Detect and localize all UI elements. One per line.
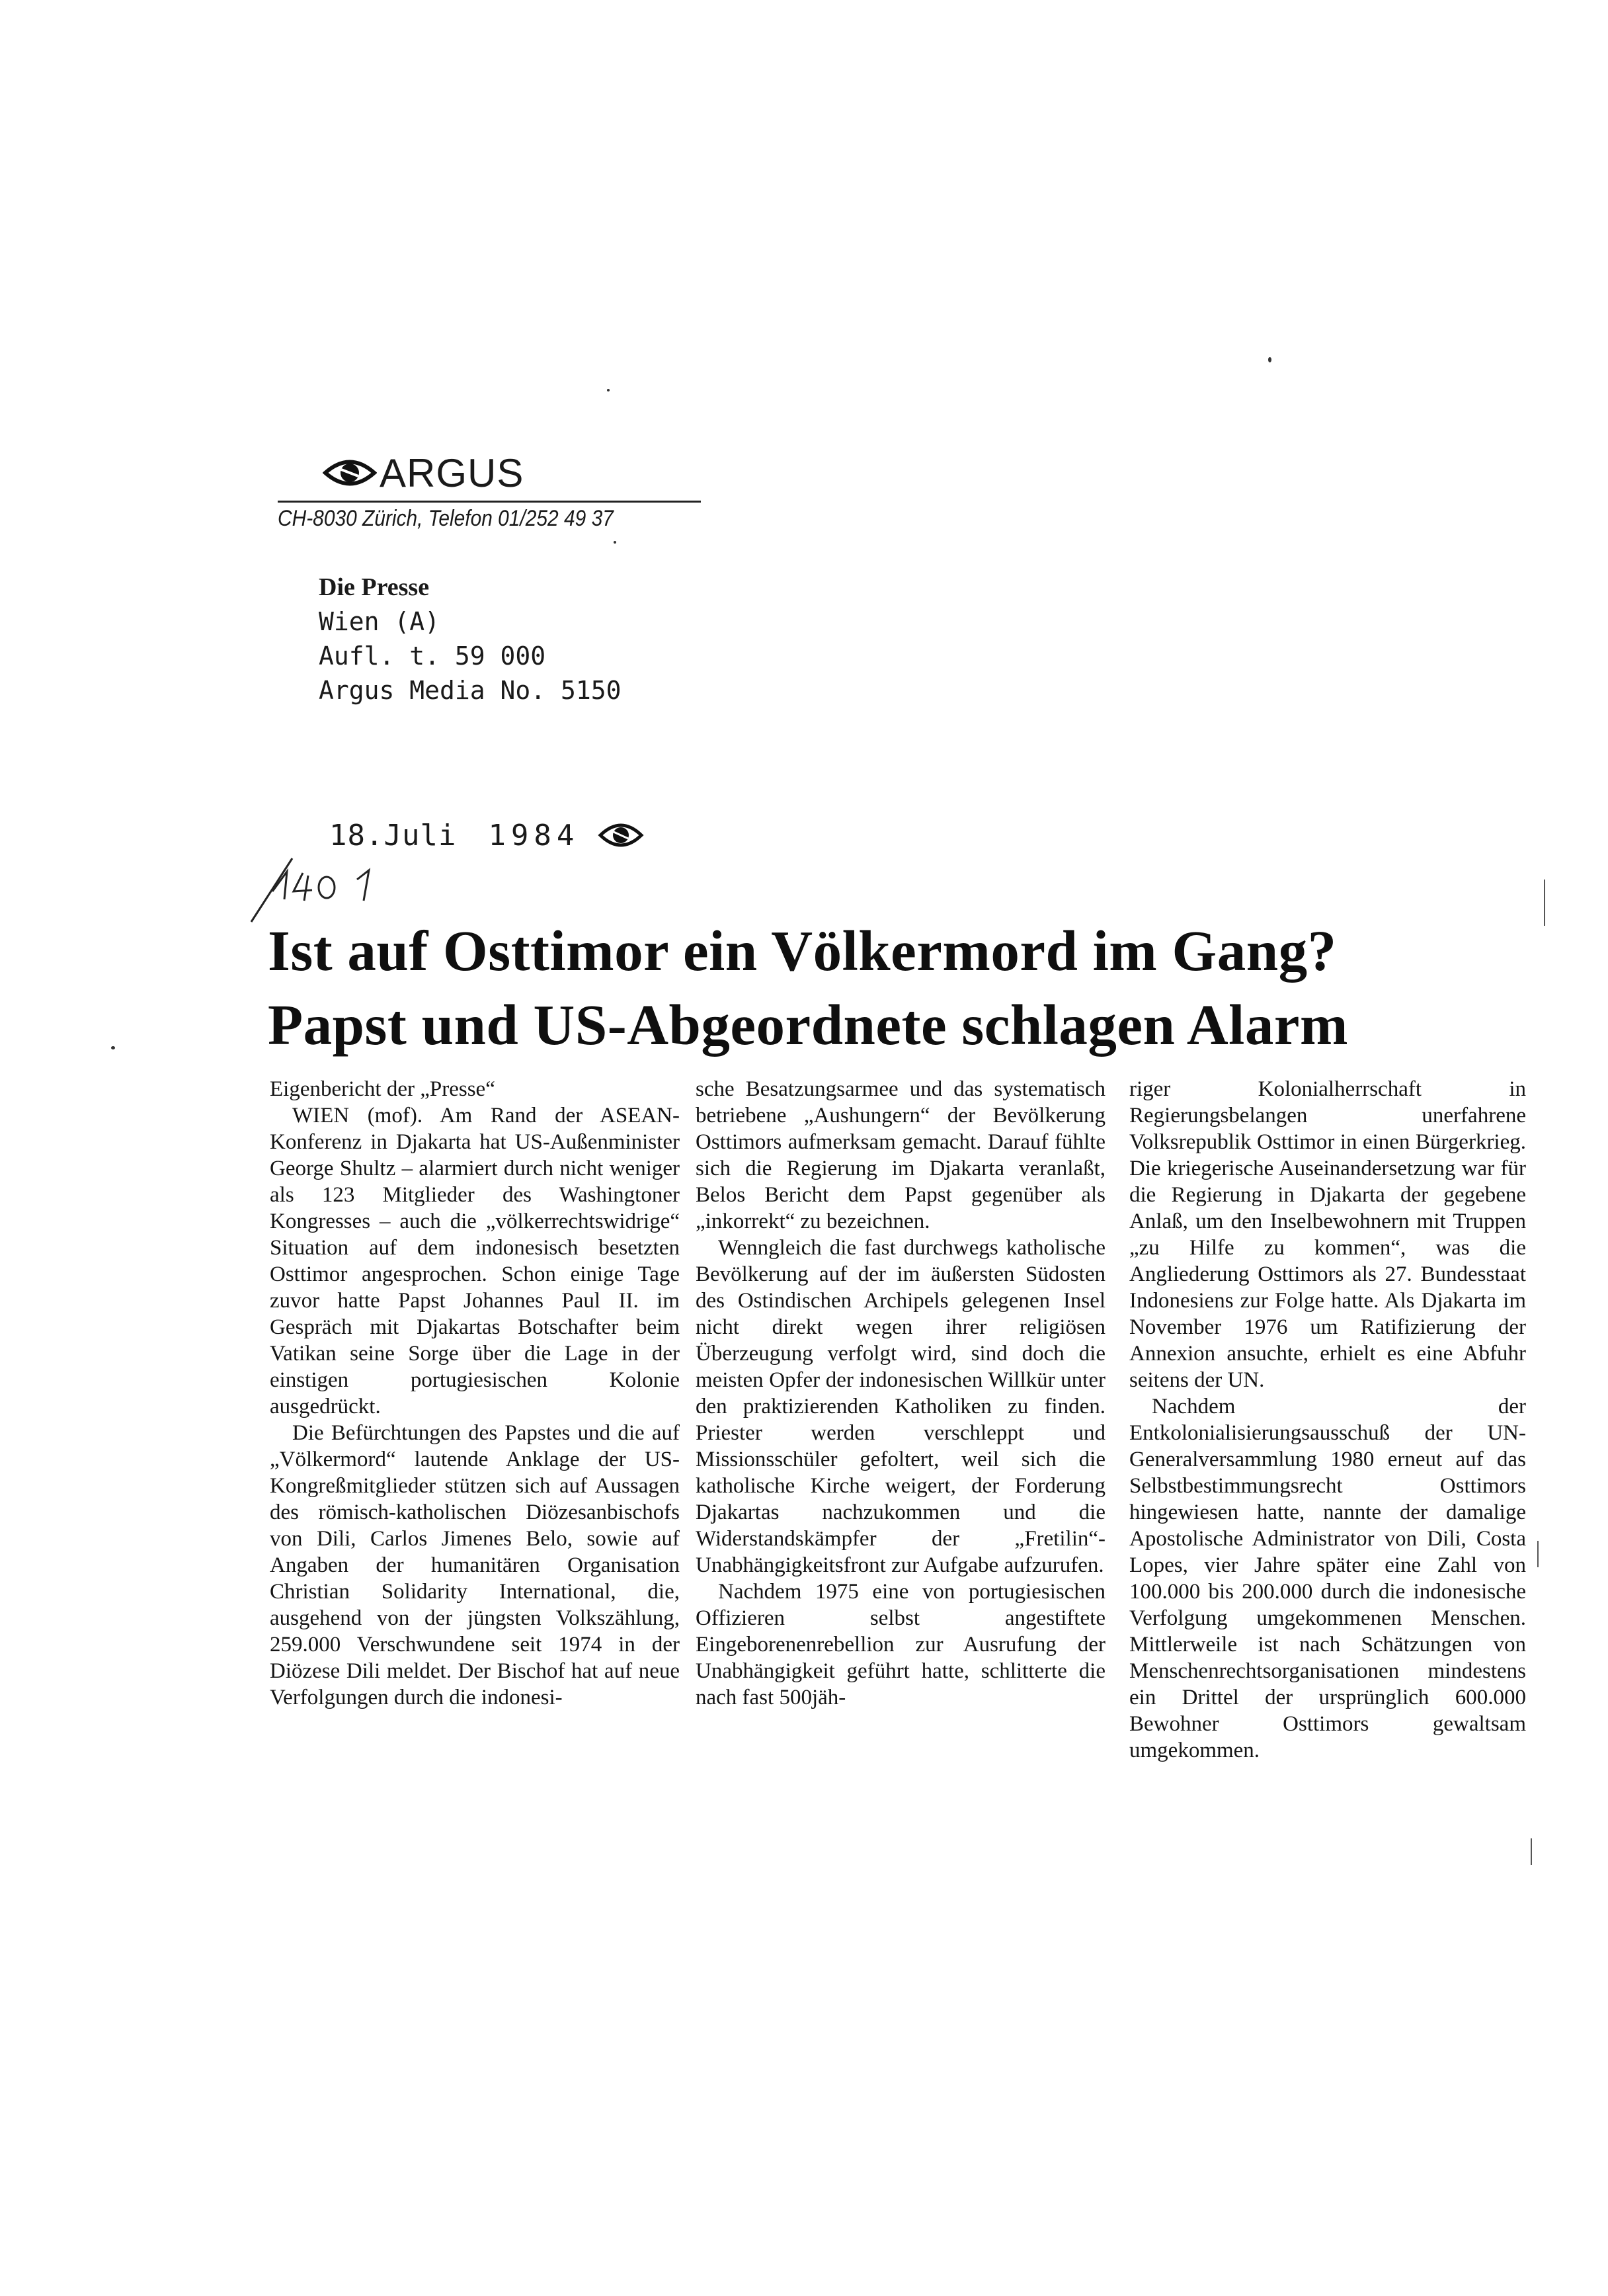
scan-speck	[614, 541, 616, 544]
argus-name: ARGUS	[380, 450, 524, 495]
article-paragraph: Wenngleich die fast durchwegs katholische Bevölkerung auf der im äußersten Südosten des Ostindischen Archipels gelegenen Insel nicht direkt wegen ihrer religiösen Überzeugung verfolgt wird, sind doch die meisten Opfer der indonesischen Willkür unter den praktizierenden Katholiken zu finden. Priester werden verschleppt und Missionsschüler gefoltert, weil sich die katholische Kirche weigert, der Forderung Djakartas nachzukommen und die Widerstandskämpfer der „Fretilin“-Unabhängigkeitsfront zur Aufgabe aufzurufen.	[696, 1236, 1106, 1577]
scan-speck	[111, 1046, 115, 1049]
argus-divider	[278, 501, 701, 503]
headline	[268, 914, 1478, 1062]
eye-logo-icon	[598, 817, 644, 854]
article-paragraph: Nachdem der Entkolonialisierungsausschuß der UN-Generalversammlung 1980 erneut auf das Selbstbestimmungsrecht Osttimors hingewiesen hatte, nannte der damalige Apostolische Administrator von Dili, Costa Lopes, vier Jahre später eine Zahl von 100.000 bis 200.000 durch die indonesische Verfolgung umgekommenen Menschen. Mittlerweile ist nach Schätzungen von Menschenrechtsorganisationen mindestens ein Drittel der ursprünglich 600.000 Bewohner Osttimors gewaltsam umgekommen.	[1129, 1395, 1526, 1762]
eye-logo-icon	[323, 452, 377, 493]
argus-media-number: Argus Media No. 5150	[319, 676, 622, 705]
argus-stamp	[278, 446, 701, 539]
scan-speck	[607, 389, 610, 391]
article-paragraph: Die Befürchtungen des Papstes und die auf „Völkermord“ lautende Anklage der US-Kongreßmitglieder stützen sich auf Aussagen des römisch-katholischen Diözesanbischofs von Dili, Carlos Jimenes Belo, sowie auf Angaben der humanitären Organisation Christian Solidarity International, die, ausgehend von der jüngsten Volkszählung, 259.000 Verschwundene seit 1974 in der Diözese Dili meldet. Der Bischof hat auf neue Verfolgungen durch die indonesi-	[270, 1421, 680, 1709]
publication-circulation: Aufl. t. 59 000	[319, 641, 546, 671]
headline-line-2: Papst und US-Abgeordnete schlagen Alarm	[268, 993, 1348, 1057]
scan-speck	[1268, 357, 1271, 362]
argus-address: CH-8030 Zürich, Telefon 01/252 49 37	[278, 506, 614, 531]
scan-mark	[1531, 1838, 1532, 1865]
article-column-3	[1129, 1076, 1526, 1764]
publication-name: Die Presse	[319, 573, 430, 601]
article-paragraph: WIEN (mof). Am Rand der ASEAN-Konferenz in Djakarta hat US-Außenminister George Shultz – alarmiert durch nicht weniger als 123 Mitglieder des Washingtoner Kongresses – auch die „völkerrechtswidrige“ Situation auf dem indonesisch besetzten Osttimor angesprochen. Schon einige Tage zuvor hatte Papst Johannes Paul II. im Gespräch mit Djakartas Botschafter beim Vatikan seine Sorge über die Lage in der einstigen portugiesischen Kolonie ausgedrückt.	[270, 1104, 680, 1418]
date-year: 1984	[488, 818, 580, 852]
headline-line-1: Ist auf Osttimor ein Völkermord im Gang?	[268, 919, 1337, 983]
date-stamp	[329, 812, 644, 858]
argus-logo	[323, 446, 524, 499]
scan-mark	[1537, 1541, 1539, 1567]
article-paragraph: Nachdem 1975 eine von portugiesischen Offizieren selbst angestiftete Eingeborenenrebellion zur Ausrufung der Unabhängigkeit geführt hatte, schlitterte die nach fast 500jäh-	[696, 1580, 1106, 1709]
byline: Eigenbericht der „Presse“	[270, 1077, 495, 1101]
source-block	[319, 570, 622, 708]
article-paragraph: sche Besatzungsarmee und das systematisch betriebene „Aushungern“ der Bevölkerung Osttimors aufmerksam gemacht. Darauf fühlte sich die Regierung im Djakarta veranlaßt, Belos Bericht dem Papst gegenüber als „inkorrekt“ zu bezeichnen.	[696, 1077, 1106, 1233]
scan-mark	[1544, 880, 1545, 926]
article-column-1	[270, 1076, 680, 1711]
date-day-month: 18.Juli	[329, 818, 457, 852]
article-paragraph: riger Kolonialherrschaft in Regierungsbelangen unerfahrene Volksrepublik Osttimor in einen Bürgerkrieg. Die kriegerische Auseinandersetzung war für die Regierung in Djakarta der gegebene Anlaß, um den Inselbewohnern mit Truppen „zu Hilfe zu kommen“, was die Angliederung Osttimors als 27. Bundesstaat Indonesiens zur Folge hatte. Als Djakarta im November 1976 um Ratifizierung der Annexion ansuchte, erhielt es eine Abfuhr seitens der UN.	[1129, 1077, 1526, 1392]
publication-city: Wien (A)	[319, 607, 440, 636]
article-column-2	[696, 1076, 1106, 1711]
